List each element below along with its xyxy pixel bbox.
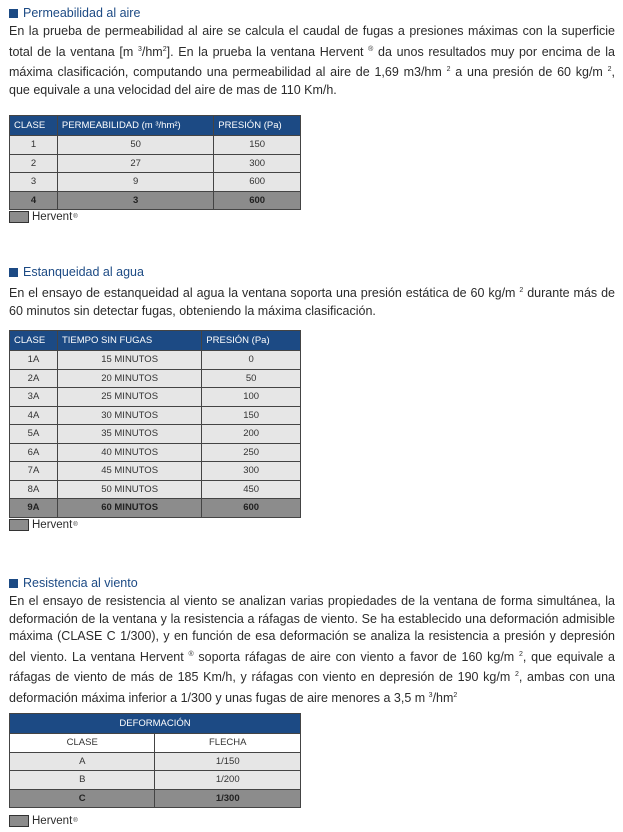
cell-presion: 150 [202,406,301,425]
table-row [10,136,301,155]
section-resistencia-viento [9,575,615,708]
cell-presion: 600 [214,191,301,210]
table-subheader-row [10,734,301,753]
registered-mark: ® [73,522,78,528]
cell-permeabilidad: 50 [57,136,213,155]
table-row [10,425,301,444]
legend-label: Hervent [32,815,73,827]
cell-flecha: 1/200 [155,771,301,790]
table-row [10,443,301,462]
table-row [10,154,301,173]
registered-mark: ® [73,214,78,220]
header-flecha: FLECHA [155,734,301,753]
cell-clase: B [10,771,155,790]
legend-swatch [9,211,29,223]
legend-swatch [9,519,29,531]
legend-swatch [9,815,29,827]
table-header-row [10,331,301,351]
cell-presion: 450 [202,480,301,499]
cell-clase: 1A [10,351,58,370]
permeability-table [9,115,301,210]
section-estanqueidad [9,264,615,320]
table-row [10,771,301,790]
section-paragraph: En la prueba de permeabilidad al aire se calcula el caudal de fugas a presiones máximas con la superficie total de la ventana [m $^3/hm^2$]. En la prueba la ventana Hervent ® da unos resultados muy por encima de la máxima clasificación, computando una permeabilidad al aire de 1,69 m3/hm $^2$ a una presión de 60 kg/m $^2$, que equivale a una velocidad del aire de mas de 110 Km/h. [9,24,616,97]
cell-presion: 300 [214,154,301,173]
square-bullet-icon [9,579,18,588]
header-presion: PRESIÓN (Pa) [214,116,301,136]
header-presion: PRESIÓN (Pa) [202,331,301,351]
legend-hervent [9,211,78,223]
table-row [10,369,301,388]
cell-clase: 8A [10,480,58,499]
water-tightness-table [9,330,301,518]
table-row [10,406,301,425]
section-title-text: Estanqueidad al agua [23,265,144,279]
square-bullet-icon [9,9,18,18]
cell-tiempo: 20 MINUTOS [57,369,201,388]
cell-presion: 600 [202,499,301,518]
section-title [9,575,615,591]
registered-mark: ® [73,818,78,824]
cell-presion: 100 [202,388,301,407]
legend-label: Hervent [32,211,73,223]
section-title-text: Permeabilidad al aire [23,6,141,20]
header-deformacion: DEFORMACIÓN [10,714,301,734]
cell-presion: 0 [202,351,301,370]
cell-tiempo: 40 MINUTOS [57,443,201,462]
cell-clase: 4 [10,191,58,210]
cell-clase: 7A [10,462,58,481]
cell-tiempo: 15 MINUTOS [57,351,201,370]
cell-permeabilidad: 27 [57,154,213,173]
cell-presion: 200 [202,425,301,444]
cell-permeabilidad: 3 [57,191,213,210]
header-clase: CLASE [10,734,155,753]
cell-presion: 50 [202,369,301,388]
table-row [10,173,301,192]
section-title [9,264,615,280]
legend-hervent [9,519,78,531]
cell-clase: 1 [10,136,58,155]
cell-tiempo: 60 MINUTOS [57,499,201,518]
cell-presion: 300 [202,462,301,481]
cell-clase: 6A [10,443,58,462]
table-row [10,351,301,370]
table-row [10,480,301,499]
table-row-highlighted [10,499,301,518]
cell-clase: 3 [10,173,58,192]
header-clase: CLASE [10,331,58,351]
cell-flecha: 1/150 [155,752,301,771]
cell-clase: 5A [10,425,58,444]
legend-label: Hervent [32,519,73,531]
table-row [10,462,301,481]
cell-clase: 2 [10,154,58,173]
section-title-text: Resistencia al viento [23,576,138,590]
square-bullet-icon [9,268,18,277]
deformation-table [9,713,301,808]
cell-tiempo: 25 MINUTOS [57,388,201,407]
cell-clase: C [10,789,155,808]
cell-tiempo: 35 MINUTOS [57,425,201,444]
table-header-row [10,116,301,136]
section-paragraph: En el ensayo de estanqueidad al agua la ventana soporta una presión estática de 60 kg/m $^2$ durante más de 60 minutos sin detectar fugas, obteniendo la máxima clasificación. [9,286,615,318]
cell-flecha: 1/300 [155,789,301,808]
cell-clase: 3A [10,388,58,407]
cell-permeabilidad: 9 [57,173,213,192]
section-paragraph: En el ensayo de resistencia al viento se analizan varias propiedades de la ventana de forma simultánea, la deformación de la ventana y la resistencia a ráfagas de viento. Se ha establecido una deformación admisible máxima (CLASE C 1/300), y en función de esa deformación se analiza la resistencia a presión y depresión del viento. La ventana Hervent ® soporta ráfagas de aire con viento a favor de 160 kg/m $^2$, que equivale a ráfagas de viento de más de 185 Km/h, y ráfagas con viento en depresión de 190 kg/m $^2$, ambas con una deformación máxima inferior a 1/300 y unas fugas de aire menores a 3,5 m $^3/hm^2$ [9,594,616,705]
table-group-header-row [10,714,301,734]
cell-tiempo: 45 MINUTOS [57,462,201,481]
table-row [10,752,301,771]
table-row-highlighted [10,789,301,808]
cell-presion: 150 [214,136,301,155]
cell-presion: 600 [214,173,301,192]
table-row-highlighted [10,191,301,210]
cell-clase: 2A [10,369,58,388]
section-permeabilidad [9,5,615,99]
header-clase: CLASE [10,116,58,136]
cell-clase: 9A [10,499,58,518]
legend-hervent [9,815,78,827]
header-tiempo: TIEMPO SIN FUGAS [57,331,201,351]
header-permeabilidad: PERMEABILIDAD (m ³/hm²) [57,116,213,136]
cell-tiempo: 50 MINUTOS [57,480,201,499]
cell-clase: A [10,752,155,771]
cell-presion: 250 [202,443,301,462]
table-row [10,388,301,407]
cell-clase: 4A [10,406,58,425]
section-title [9,5,615,21]
cell-tiempo: 30 MINUTOS [57,406,201,425]
